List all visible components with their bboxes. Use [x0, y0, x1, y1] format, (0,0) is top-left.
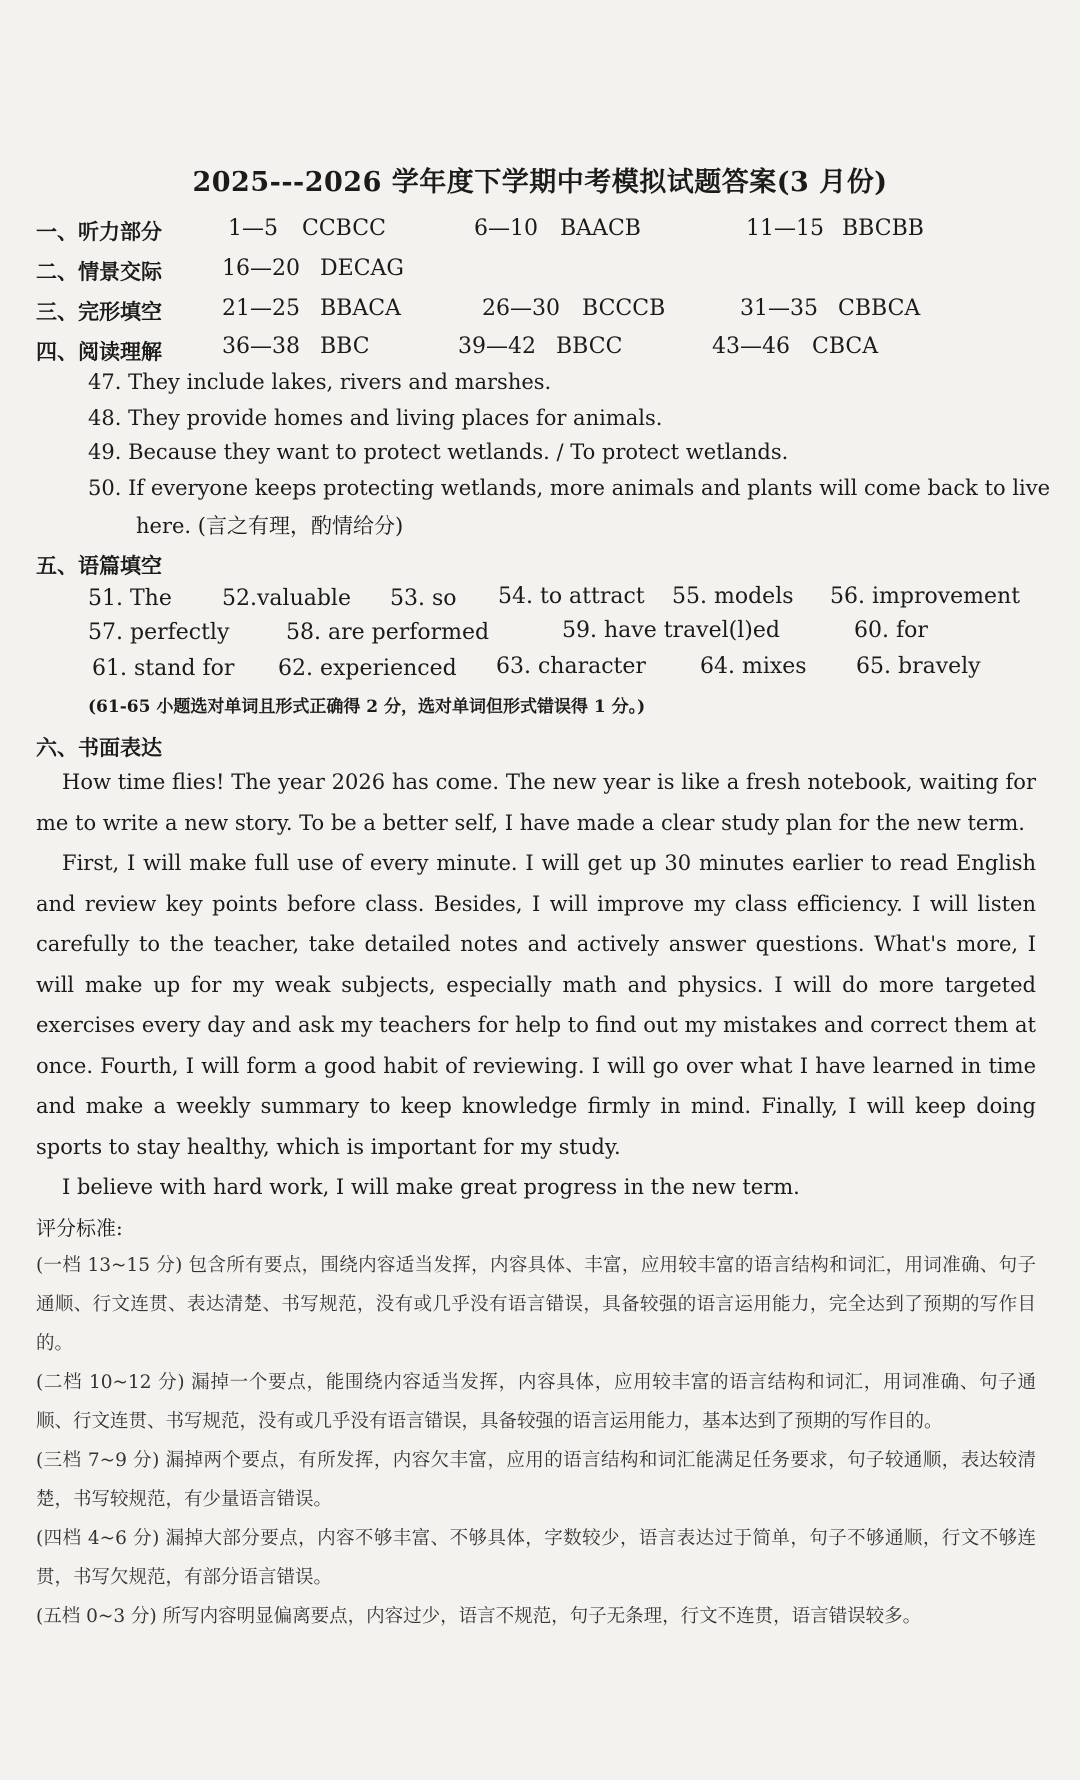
answer-key: BBACA [320, 296, 401, 321]
criteria-level: (二档 10~12 分) 漏掉一个要点，能围绕内容适当发挥，内容具体，应用较丰富的语言结构和词汇，用词准确、句子通顺、行文连贯、书写规范，没有或几乎没有语言错误，具备较强的语言运用能力，基本达到了预期的写作目的。 [36, 1372, 1036, 1432]
answer-key: BBCBB [842, 216, 924, 241]
essay-paragraph: First, I will make full use of every minute. I will get up 30 minutes earlier to read English and review key points before class. Besides, I will improve my class efficiency. I will listen carefully to the teacher, take detailed notes and actively answer questions. What's more, I will make up for my weak subjects, especially math and physics. I will do more targeted exercises every day and ask my teachers for help to find out my mistakes and correct them at once. Fourth, I will form a good habit of reviewing. I will go over what I have learned in time and make a weekly summary to keep knowledge firmly in mind. Finally, I will keep doing sports to stay healthy, which is important for my study. [36, 851, 1036, 1159]
essay-paragraph: How time flies! The year 2026 has come. The new year is like a fresh notebook, waiting for me to write a new story. To be a better self, I have made a clear study plan for the new term. [36, 770, 1036, 835]
answer-key: BAACB [560, 216, 641, 241]
fill-answer: 57. perfectly [88, 620, 230, 645]
fill-answer: 59. have travel(l)ed [562, 618, 780, 643]
answer-range: 1—5 [228, 216, 278, 241]
answer-range: 39—42 [458, 334, 536, 359]
fill-answer: 56. improvement [830, 584, 1021, 609]
fill-answer: 61. stand for [92, 656, 235, 681]
fill-answer: 58. are performed [286, 620, 490, 645]
section-grammar-fill-label: 五、语篇填空 [36, 553, 162, 578]
answer-range: 6—10 [474, 216, 538, 241]
section-writing-label: 六、书面表达 [36, 735, 162, 760]
short-answer: 47. They include lakes, rivers and marshes. [88, 370, 552, 394]
answer-key: CCBCC [302, 216, 386, 241]
criteria-level: (五档 0~3 分) 所写内容明显偏离要点，内容过少，语言不规范，句子无条理，行文不连贯，语言错误较多。 [36, 1606, 922, 1627]
criteria-level: (一档 13~15 分) 包含所有要点，围绕内容适当发挥，内容具体、丰富，应用较丰富的语言结构和词汇，用词准确、句子通顺、行文连贯、表达清楚、书写规范，没有或几乎没有语言错误，具备较强的语言运用能力，完全达到了预期的写作目的。 [36, 1255, 1036, 1354]
fill-answer: 54. to attract [498, 584, 645, 609]
fill-answer: 65. bravely [856, 654, 981, 679]
section-situational-label: 二、情景交际 [36, 259, 162, 284]
short-answer: 50. If everyone keeps protecting wetlands, more animals and plants will come back to live [88, 476, 1051, 500]
answer-range: 43—46 [712, 334, 790, 359]
section-cloze-label: 三、完形填空 [36, 299, 162, 324]
answer-key: CBCA [812, 334, 879, 359]
answer-key: BBC [320, 334, 370, 359]
criteria-list [36, 1246, 1036, 1636]
criteria-level: (三档 7~9 分) 漏掉两个要点，有所发挥，内容欠丰富，应用的语言结构和词汇能满足任务要求，句子较通顺，表达较清楚，书写较规范，有少量语言错误。 [36, 1450, 1036, 1510]
answer-key: BBCC [556, 334, 623, 359]
fill-answer: 55. models [672, 584, 794, 609]
fill-answer: 51. The [88, 586, 172, 611]
fill-answer: 64. mixes [700, 654, 807, 679]
essay-paragraph: I believe with hard work, I will make great progress in the new term. [62, 1175, 800, 1199]
short-answer-continued: here. (言之有理，酌情给分) [136, 514, 404, 538]
answer-range: 36—38 [222, 334, 300, 359]
answer-range: 11—15 [746, 216, 824, 241]
model-essay [36, 762, 1036, 1208]
page-title: 2025---2026 学年度下学期中考模拟试题答案(3 月份) [192, 167, 888, 198]
answer-key: CBBCA [838, 296, 921, 321]
scoring-note: (61-65 小题选对单词且形式正确得 2 分，选对单词但形式错误得 1 分。) [88, 697, 646, 717]
criteria-level: (四档 4~6 分) 漏掉大部分要点，内容不够丰富、不够具体，字数较少，语言表达过于简单，句子不够通顺，行文不够连贯，书写欠规范，有部分语言错误。 [36, 1528, 1036, 1588]
criteria-title: 评分标准: [36, 1216, 123, 1240]
fill-answer: 63. character [496, 654, 646, 679]
section-reading-label: 四、阅读理解 [36, 339, 162, 364]
fill-answer: 52.valuable [222, 586, 351, 611]
answer-range: 31—35 [740, 296, 818, 321]
answer-key: BCCCB [582, 296, 666, 321]
fill-answer: 60. for [854, 618, 928, 643]
fill-answer: 62. experienced [278, 656, 457, 681]
answer-range: 16—20 [222, 256, 300, 281]
answer-range: 21—25 [222, 296, 300, 321]
answer-range: 26—30 [482, 296, 560, 321]
section-listening-label: 一、听力部分 [36, 219, 162, 244]
short-answer: 48. They provide homes and living places for animals. [88, 406, 663, 430]
short-answer: 49. Because they want to protect wetlands. / To protect wetlands. [88, 440, 789, 464]
fill-answer: 53. so [390, 586, 457, 611]
answer-key: DECAG [320, 256, 404, 281]
